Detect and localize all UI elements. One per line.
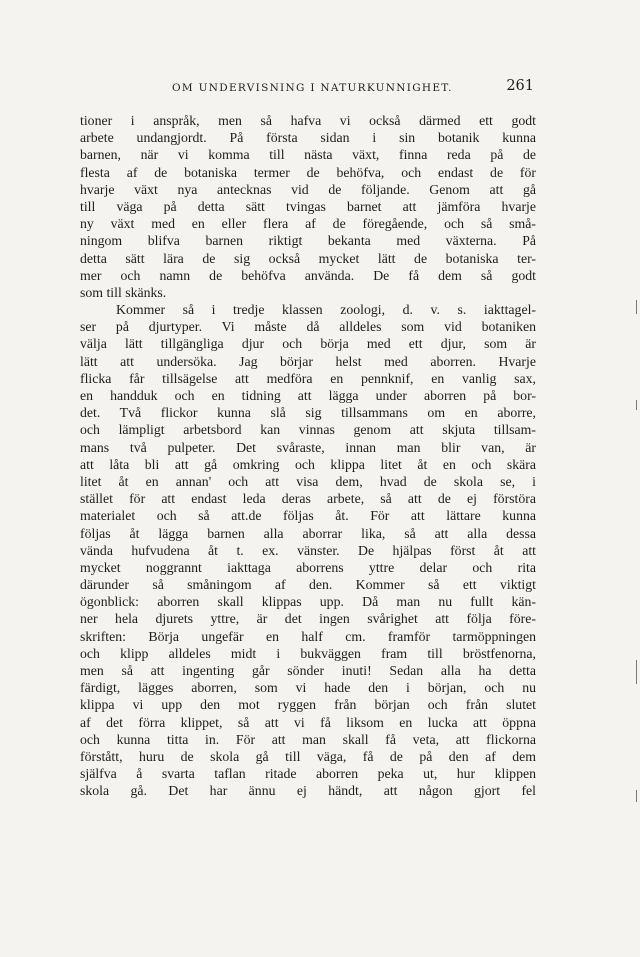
text-line: flesta af de botaniska termer de behöfva, och endast de för — [80, 164, 536, 180]
page-header — [84, 80, 534, 100]
text-line: flicka får tillsägelse att medföra en pennknif, en vanlig sax, — [80, 370, 536, 386]
text-line: klippa vi upp den mot ryggen från början och från slutet — [80, 697, 536, 713]
text-line: det. Två flickor kunna slå sig tillsammans om en aborre, — [80, 405, 536, 421]
text-line: mer och namn de behöfva använda. De få dem så godt — [80, 267, 536, 283]
text-line: mycket noggrannt iakttaga aborrens yttre delar och rita — [80, 559, 536, 575]
text-line: hvarje växt nya antecknas vid de följande. Genom att gå — [80, 181, 536, 197]
page-number: 261 — [506, 78, 534, 94]
text-line: Kommer så i tredje klassen zoologi, d. v. s. iakttagel- — [116, 302, 536, 318]
text-line: färdigt, lägges aborren, som vi hade den i början, och nu — [80, 680, 536, 696]
text-line: barnen, när vi komma till nästa växt, finna reda på de — [80, 147, 536, 163]
text-line: ny växt med en eller flera af de föregående, och så små- — [80, 216, 536, 232]
text-line: lätt att undersöka. Jag börjar helst med aborren. Hvarje — [80, 353, 536, 369]
scan-speck — [636, 660, 637, 684]
text-line: välja lätt tillgängliga djur och börja med ett djur, som är — [80, 336, 536, 352]
running-title: OM UNDERVISNING I NATURKUNNIGHET. — [172, 82, 453, 94]
text-line: ögonblick: aborren skall klippas upp. Då man nu fullt kän- — [80, 594, 536, 610]
text-line: som till skänks. — [80, 284, 167, 300]
text-line: till väga på detta sätt tvingas barnet att jämföra hvarje — [80, 198, 536, 214]
text-line: själfva å svarta taflan ritade aborren peka ut, hur klippen — [80, 766, 536, 782]
text-line: stället för att endast leda deras arbete, så att de ej förstöra — [80, 491, 536, 507]
scan-speck — [636, 400, 637, 410]
text-line: därunder så småningom af den. Kommer så ett viktigt — [80, 577, 536, 593]
text-line: förstått, huru de skola gå till väga, få de på den af dem — [80, 748, 536, 764]
text-line: följas åt lägga barnen alla aborrar lika, så att alla dessa — [80, 525, 536, 541]
text-line: ningom blifva barnen riktigt bekanta med växterna. På — [80, 233, 536, 249]
text-line: att låta bli att gå omkring och klippa litet åt en och skära — [80, 456, 536, 472]
scan-speck — [636, 790, 637, 802]
text-line: och klipp alldeles midt i bukväggen fram till bröstfenorna, — [80, 645, 536, 661]
text-line: tioner i anspråk, men så hafva vi också därmed ett godt — [80, 113, 536, 128]
text-line: skriften: Börja ungefär en half cm. framför tarmöppningen — [80, 628, 536, 644]
text-line: materialet och så att.de följas åt. För att lättare kunna — [80, 508, 536, 524]
text-line: skola gå. Det har ännu ej händt, att någon gjort fel — [80, 783, 536, 799]
text-line: af det förra klippet, så att vi få liksom en lucka att öppna — [80, 714, 536, 730]
text-line: en handduk och en tidning att lägga under aborren på bor- — [80, 388, 536, 403]
body-text — [80, 112, 536, 800]
scan-speck — [636, 300, 637, 314]
text-line: ser på djurtyper. Vi måste då alldeles som vid botaniken — [80, 319, 536, 335]
text-line: vända hufvudena åt t. ex. vänster. De hjälpas först åt att — [80, 542, 536, 558]
text-line: mans två pulpeter. Det svåraste, innan man blir van, är — [80, 439, 536, 455]
text-line: arbete undangjordt. På första sidan i sin botanik kunna — [80, 130, 536, 146]
text-line: litet åt en annan' och att visa dem, hvad de skola se, i — [80, 473, 536, 489]
text-line: detta sätt lära de sig också mycket lätt de botaniska ter- — [80, 250, 536, 266]
text-line: och lämpligt arbetsbord kan vinnas genom att skjuta tillsam- — [80, 422, 536, 438]
text-line: men så att ingenting går sönder inuti! Sedan alla ha detta — [80, 663, 536, 678]
text-line: och kunna titta in. För att man skall få veta, att flickorna — [80, 731, 536, 747]
text-line: ner hela djurets yttre, är det ingen svårighet att följa före- — [80, 611, 536, 627]
